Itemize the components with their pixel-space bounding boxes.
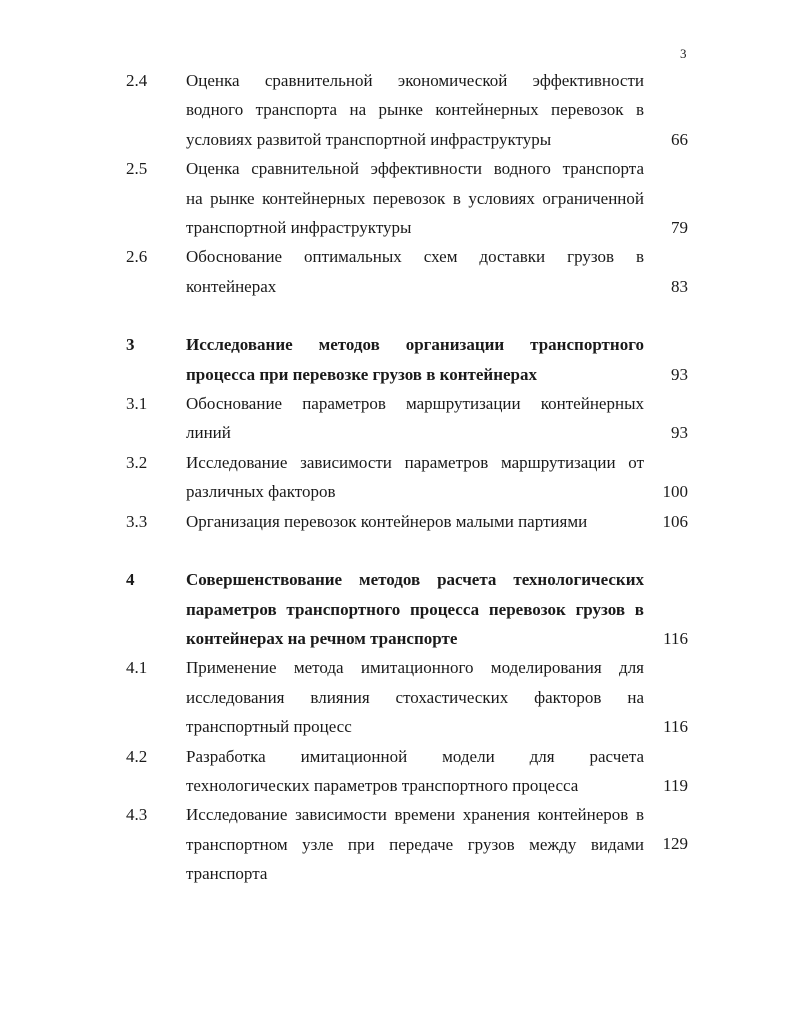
toc-entry-4-3 <box>126 800 688 888</box>
title-line: параметров транспортного процесса перевозок грузов в <box>186 599 644 619</box>
section-title <box>186 742 644 801</box>
title-line: Исследование методов организации транспортного <box>186 335 644 355</box>
section-title <box>186 154 644 242</box>
toc-entry-4 <box>126 565 688 653</box>
table-of-contents <box>0 66 792 889</box>
section-title <box>186 507 644 536</box>
page-ref: 116 <box>663 628 688 648</box>
page-ref: 100 <box>662 482 688 502</box>
page-number: 3 <box>680 46 687 61</box>
page-ref: 116 <box>663 717 688 737</box>
section-number: 2.5 <box>126 159 148 179</box>
title-line: линий <box>186 423 231 443</box>
title-line: Исследование зависимости параметров маршрутизации от <box>186 452 644 472</box>
toc-entry-2-4 <box>126 66 688 154</box>
title-line: транспортном узле при передаче грузов между видами <box>186 834 644 854</box>
title-line: Применение метода имитационного моделирования для <box>186 658 644 678</box>
section-number: 3.2 <box>126 452 148 472</box>
title-line: водного транспорта на рынке контейнерных перевозок в <box>186 100 644 120</box>
section-title <box>186 800 644 888</box>
title-line: различных факторов <box>186 482 336 502</box>
toc-entry-3-2 <box>126 448 688 507</box>
toc-entry-2-6 <box>126 242 688 301</box>
title-line: условиях развитой транспортной инфраструктуры <box>186 129 552 149</box>
page-ref: 79 <box>671 218 688 238</box>
toc-entry-2-5 <box>126 154 688 242</box>
section-number: 4.1 <box>126 658 148 678</box>
title-line: исследования влияния стохастических факторов на <box>186 687 644 707</box>
section-number: 3.3 <box>126 511 148 531</box>
page-ref: 106 <box>662 511 688 531</box>
section-title <box>186 448 644 507</box>
title-line: Оценка сравнительной эффективности водного транспорта <box>186 159 644 179</box>
page-ref: 93 <box>671 423 688 443</box>
section-number: 2.6 <box>126 247 148 267</box>
section-number: 4.3 <box>126 805 148 825</box>
chapter-number: 3 <box>126 335 135 355</box>
toc-entry-3-1 <box>126 389 688 448</box>
title-line: технологических параметров транспортного процесса <box>186 775 579 795</box>
page-ref: 129 <box>662 834 688 854</box>
title-line: Оценка сравнительной экономической эффективности <box>186 71 644 90</box>
title-line: Организация перевозок контейнеров малыми партиями <box>186 511 588 531</box>
section-title <box>186 389 644 448</box>
title-line: процесса при перевозке грузов в контейнерах <box>186 364 538 384</box>
title-line: Разработка имитационной модели для расчета <box>186 746 644 766</box>
title-line: контейнерах на речном транспорте <box>186 628 458 648</box>
chapter-title <box>186 330 644 389</box>
toc-entry-4-2 <box>126 742 688 801</box>
title-line: транспортной инфраструктуры <box>186 218 412 238</box>
section-title <box>186 653 644 741</box>
chapter-title <box>186 565 644 653</box>
page-ref: 83 <box>671 276 688 296</box>
chapter-number: 4 <box>126 570 135 590</box>
title-line: транспорта <box>186 864 268 884</box>
section-number: 2.4 <box>126 71 148 90</box>
title-line: на рынке контейнерных перевозок в условиях ограниченной <box>186 188 644 208</box>
title-line: Обоснование параметров маршрутизации контейнерных <box>186 394 644 414</box>
title-line: транспортный процесс <box>186 717 352 737</box>
section-number: 3.1 <box>126 394 148 414</box>
toc-entry-4-1 <box>126 653 688 741</box>
page-ref: 66 <box>671 129 688 149</box>
page-ref: 119 <box>663 775 688 795</box>
title-line: Исследование зависимости времени хранения контейнеров в <box>186 805 644 825</box>
toc-entry-3-3 <box>126 507 688 536</box>
section-number: 4.2 <box>126 746 148 766</box>
section-title <box>186 66 644 154</box>
toc-entry-3 <box>126 330 688 389</box>
page-ref: 93 <box>671 364 688 384</box>
title-line: контейнерах <box>186 276 277 296</box>
title-line: Обоснование оптимальных схем доставки грузов в <box>186 247 644 267</box>
section-title <box>186 242 644 301</box>
title-line: Совершенствование методов расчета технологических <box>186 570 644 590</box>
